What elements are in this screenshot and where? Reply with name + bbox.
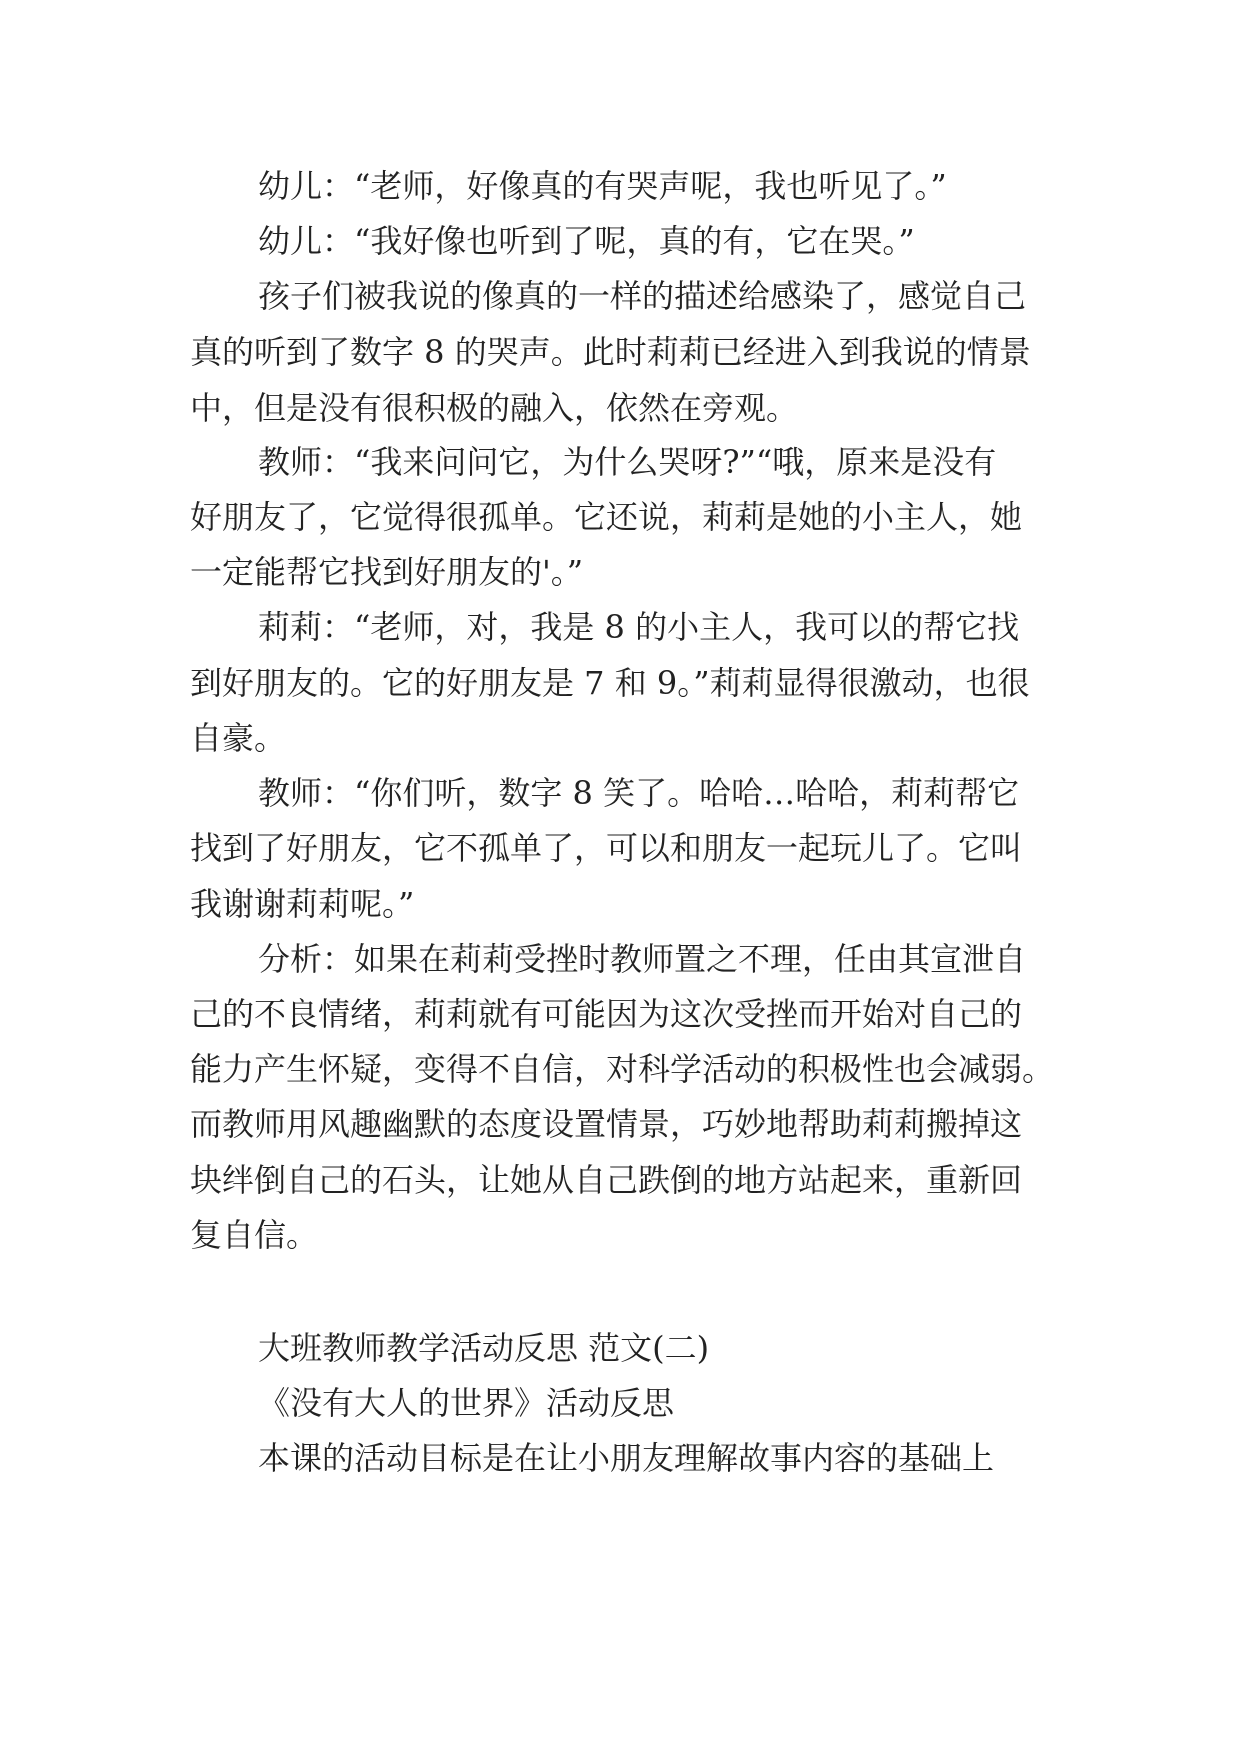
paragraph-line: 好朋友了，它觉得很孤单。它还说，莉莉是她的小主人，她 <box>190 498 1023 536</box>
paragraph-line: 孩子们被我说的像真的一样的描述给感染了，感觉自己 <box>258 277 1027 315</box>
paragraph-line: 一定能帮它找到好朋友的'。” <box>190 553 584 591</box>
paragraph-line: 分析：如果在莉莉受挫时教师置之不理，任由其宣泄自 <box>258 940 1027 978</box>
paragraph-line: 能力产生怀疑，变得不自信，对科学活动的积极性也会减弱。 <box>190 1050 1055 1088</box>
section-title: 大班教师教学活动反思 范文(二) <box>258 1329 710 1367</box>
paragraph-line: 教师：“你们听，数字 8 笑了。哈哈…哈哈，莉莉帮它 <box>258 774 1020 812</box>
paragraph-line: 己的不良情绪，莉莉就有可能因为这次受挫而开始对自己的 <box>190 995 1023 1033</box>
paragraph-line: 本课的活动目标是在让小朋友理解故事内容的基础上 <box>258 1439 995 1477</box>
paragraph-line: 真的听到了数字 8 的哭声。此时莉莉已经进入到我说的情景 <box>190 333 1031 371</box>
paragraph-line: 我谢谢莉莉呢。” <box>190 885 415 923</box>
paragraph-line: 找到了好朋友，它不孤单了，可以和朋友一起玩儿了。它叫 <box>190 829 1023 867</box>
paragraph-line: 块绊倒自己的石头，让她从自己跌倒的地方站起来，重新回 <box>190 1161 1023 1199</box>
paragraph-line: 幼儿：“老师，好像真的有哭声呢，我也听见了。” <box>258 167 947 205</box>
article-title: 《没有大人的世界》活动反思 <box>258 1384 675 1422</box>
paragraph-line: 而教师用风趣幽默的态度设置情景，巧妙地帮助莉莉搬掉这 <box>190 1105 1023 1143</box>
paragraph-line: 幼儿：“我好像也听到了呢，真的有，它在哭。” <box>258 222 915 260</box>
paragraph-line: 复自信。 <box>190 1216 319 1254</box>
paragraph-line: 自豪。 <box>190 719 287 757</box>
paragraph-line: 莉莉：“老师，对，我是 8 的小主人，我可以的帮它找 <box>258 608 1020 646</box>
paragraph-line: 教师：“我来问问它，为什么哭呀?”“哦，原来是没有 <box>258 443 997 481</box>
paragraph-line: 到好朋友的。它的好朋友是 7 和 9。”莉莉显得很激动，也很 <box>190 664 1030 702</box>
paragraph-line: 中，但是没有很积极的融入，依然在旁观。 <box>190 389 799 427</box>
